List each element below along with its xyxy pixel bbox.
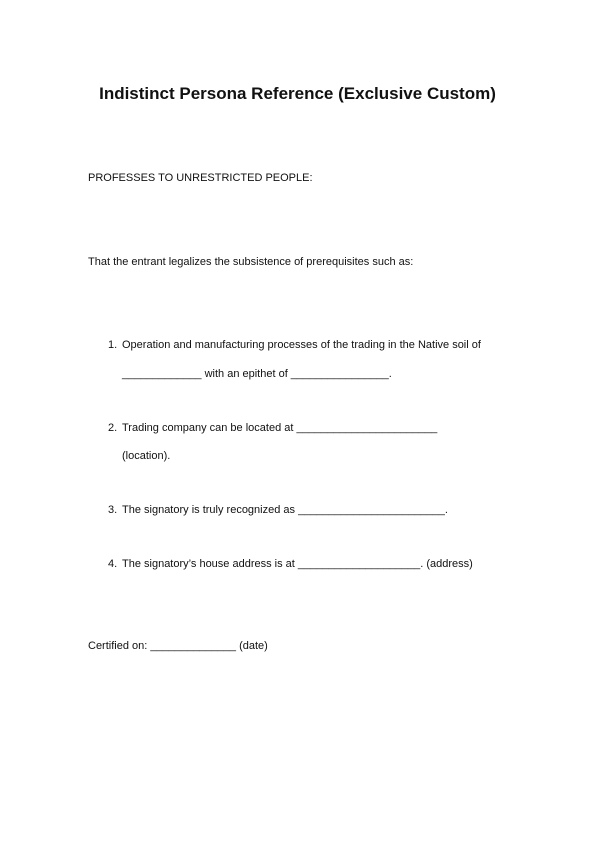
list-item-number: 3. xyxy=(108,504,118,516)
list-item-text: Operation and manufacturing processes of the trading in the Native soil of xyxy=(122,339,481,351)
list-item-text: The signatory’s house address is at ____________________. (address) xyxy=(122,558,473,570)
list-item-number: 2. xyxy=(108,422,118,434)
list-item-text-continued: (location). xyxy=(122,450,171,462)
list-item-number: 4. xyxy=(108,558,118,570)
list-item-text-continued: _____________ with an epithet of ________________. xyxy=(122,368,392,380)
list-item-text: The signatory is truly recognized as ________________________. xyxy=(122,504,448,516)
certified-line: Certified on: ______________ (date) xyxy=(88,640,268,652)
list-item-text: Trading company can be located at _______________________ xyxy=(122,422,438,434)
list-item-number: 1. xyxy=(108,339,118,351)
intro-paragraph: That the entrant legalizes the subsistence of prerequisites such as: xyxy=(88,256,414,268)
addressee-line: PROFESSES TO UNRESTRICTED PEOPLE: xyxy=(88,172,313,184)
document-title: Indistinct Persona Reference (Exclusive Custom) xyxy=(99,84,496,103)
